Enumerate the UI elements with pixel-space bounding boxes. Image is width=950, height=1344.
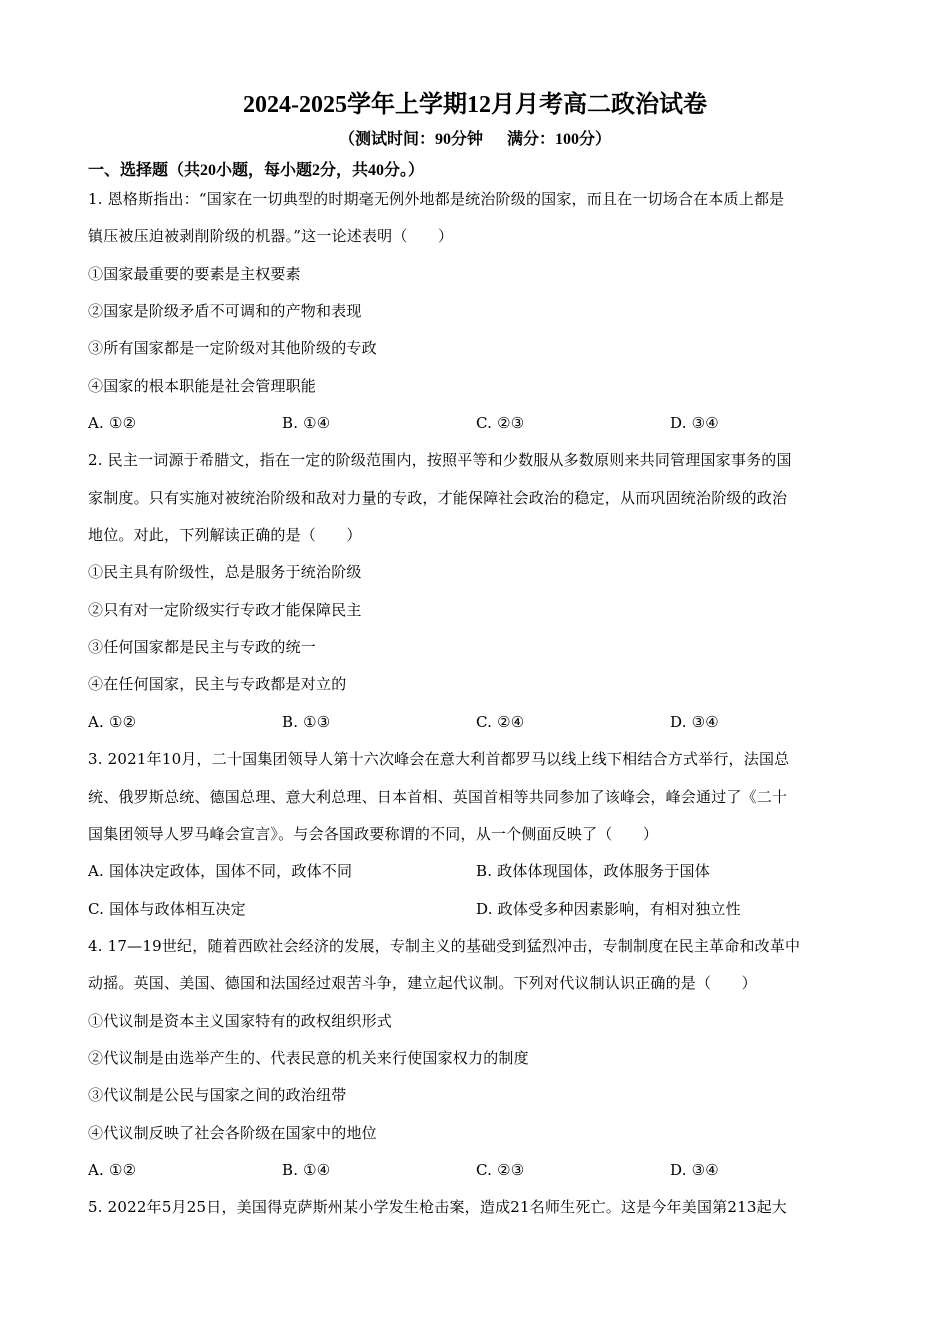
question-stem-line: 地位。对此，下列解读正确的是（ ）	[88, 526, 362, 545]
question-stem-line: 5. 2022年5月25日，美国得克萨斯州某小学发生枪击案，造成21名师生死亡。这是今年美国第213起大	[88, 1198, 788, 1217]
statement-item: ②只有对一定阶级实行专政才能保障民主	[88, 600, 362, 619]
option-c: C. ②④	[476, 712, 525, 731]
question-stem-line: 1. 恩格斯指出：“国家在一切典型的时期毫无例外地都是统治阶级的国家，而且在一切场合在本质上都是	[88, 190, 785, 208]
question-stem-line: 镇压被压迫被剥削阶级的机器。”这一论述表明（ ）	[88, 227, 454, 246]
exam-subtitle: （测试时间：90分钟 满分：100分）	[338, 131, 611, 148]
statement-item: ①代议制是资本主义国家特有的政权组织形式	[88, 1011, 393, 1030]
option-c: C. ②③	[476, 414, 525, 433]
options-row	[88, 1152, 863, 1189]
question-list	[88, 181, 863, 1227]
statement-item: ②国家是阶级矛盾不可调和的产物和表现	[88, 302, 362, 321]
statement-item: ①民主具有阶级性，总是服务于统治阶级	[88, 563, 362, 582]
question-stem-line: 统、俄罗斯总统、德国总理、意大利总理、日本首相、英国首相等共同参加了该峰会，峰会通过了《二十	[88, 787, 788, 806]
options-row	[88, 891, 863, 928]
statement-item: ③代议制是公民与国家之间的政治纽带	[88, 1086, 347, 1105]
question-stem-line: 动摇。英国、美国、德国和法国经过艰苦斗争，建立起代议制。下列对代议制认识正确的是（ ）	[88, 974, 757, 993]
option-a: A. ①②	[88, 712, 137, 731]
question-stem-line: 3. 2021年10月，二十国集团领导人第十六次峰会在意大利首都罗马以线上线下相结合方式举行，法国总	[88, 750, 790, 769]
exam-title: 2024-2025学年上学期12月月考高二政治试卷	[243, 92, 707, 118]
statement-item: ③所有国家都是一定阶级对其他阶级的专政	[88, 339, 377, 358]
option-a: A. 国体决定政体，国体不同，政体不同	[88, 862, 353, 881]
options-row	[88, 704, 863, 741]
statement-item: ④国家的根本职能是社会管理职能	[88, 376, 317, 395]
statement-item: ④在任何国家，民主与专政都是对立的	[88, 675, 347, 694]
statement-item: ④代议制反映了社会各阶级在国家中的地位	[88, 1123, 377, 1142]
option-d: D. ③④	[670, 1160, 719, 1179]
question-1	[88, 181, 863, 442]
section-heading: 一、选择题（共20小题，每小题2分，共40分。）	[88, 162, 425, 179]
option-d: D. ③④	[670, 712, 719, 731]
option-b: B. ①④	[282, 414, 331, 433]
option-a: A. ①②	[88, 1160, 137, 1179]
question-4	[88, 928, 863, 1189]
option-a: A. ①②	[88, 414, 137, 433]
option-d: D. 政体受多种因素影响，有相对独立性	[476, 899, 741, 918]
option-c: C. ②③	[476, 1160, 525, 1179]
option-b: B. ①④	[282, 1160, 331, 1179]
option-c: C. 国体与政体相互决定	[88, 899, 246, 918]
question-5	[88, 1189, 863, 1226]
statement-item: ②代议制是由选举产生的、代表民意的机关来行使国家权力的制度	[88, 1048, 529, 1067]
option-b: B. ①③	[282, 712, 331, 731]
options-row	[88, 853, 863, 890]
question-stem-line: 2. 民主一词源于希腊文，指在一定的阶级范围内，按照平等和少数服从多数原则来共同管理国家事务的国	[88, 451, 792, 470]
question-2	[88, 442, 863, 741]
question-3	[88, 741, 863, 928]
statement-item: ③任何国家都是民主与专政的统一	[88, 638, 317, 657]
option-b: B. 政体体现国体，政体服务于国体	[476, 862, 710, 881]
statement-item: ①国家最重要的要素是主权要素	[88, 264, 301, 283]
options-row	[88, 405, 863, 442]
question-stem-line: 国集团领导人罗马峰会宣言》。与会各国政要称谓的不同，从一个侧面反映了（ ）	[88, 824, 659, 843]
question-stem-line: 4. 17—19世纪，随着西欧社会经济的发展，专制主义的基础受到猛烈冲击，专制制度在民主革命和改革中	[88, 936, 801, 955]
option-d: D. ③④	[670, 414, 719, 433]
question-stem-line: 家制度。只有实施对被统治阶级和敌对力量的专政，才能保障社会政治的稳定，从而巩固统治阶级的政治	[88, 488, 788, 507]
